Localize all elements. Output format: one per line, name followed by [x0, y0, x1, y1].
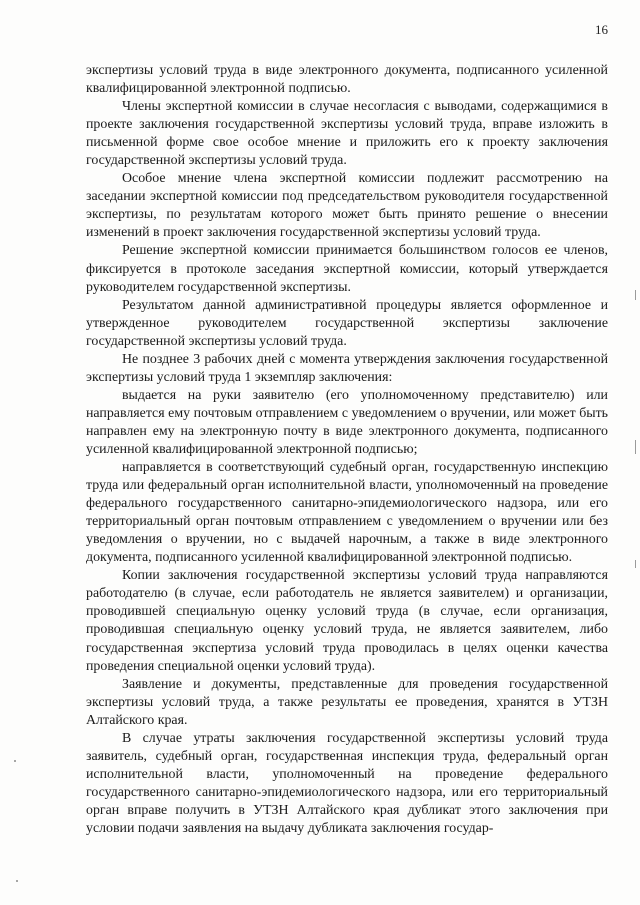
- paragraph-dissent: Члены экспертной комиссии в случае несогласия с выводами, содержащимися в проекте заключения государственной экспертизы условий труда, вправе изложить в письменной форме свое особое мнение и приложить его к проекту заключения государственной экспертизы условий труда.: [86, 99, 608, 169]
- paragraph-duplicate: В случае утраты заключения государственной экспертизы условий труда заявитель, судебный орган, государственная инспекция труда, федеральный орган исполнительной власти, уполномоченный на проведение федерального государственного санитарно-эпидемиологического надзора, или его территориальный орган вправе получить в УТЗН Алтайского края дубликат этого заключения при условии подачи заявления на выдачу дубликата заключения государ-: [86, 730, 608, 836]
- paragraph-storage: Заявление и документы, представленные для проведения государственной экспертизы условий труда, а также результаты ее проведения, хранятся в УТЗН Алтайского края.: [86, 676, 608, 728]
- page-number: 16: [595, 22, 608, 37]
- paragraph-commission-decision: Решение экспертной комиссии принимается большинством голосов ее членов, фиксируется в протоколе заседания экспертной комиссии, который утверждается руководителем государственной экспертизы.: [86, 243, 608, 295]
- scan-edge-mark: [635, 440, 636, 454]
- paragraph-issued-to-applicant: выдается на руки заявителю (его уполномоченному представителю) или направляется ему почтовым отправлением с уведомлением о вручении, или может быть направлен ему на электронную почту в виде электронного документа, подписанного усиленной квалифицированной электронной подписью;: [86, 387, 608, 457]
- scan-speck: [14, 760, 16, 762]
- document-body: [86, 62, 608, 838]
- paragraph-sent-to-authority: направляется в соответствующий судебный орган, государственную инспекцию труда или федеральный орган исполнительной власти, уполномоченный на проведение федерального государственного санитарно-эпидемиологического надзора, или его территориальный орган почтовым отправлением с уведомлением о вручении или без уведомления о вручении, но с выдачей нарочным, а также в виде электронного документа, подписанного усиленной квалифицированной электронной подписью.: [86, 460, 608, 566]
- scan-edge-mark: [635, 290, 636, 300]
- scan-speck: [16, 880, 18, 882]
- paragraph-special-opinion: Особое мнение члена экспертной комиссии подлежит рассмотрению на заседании экспертной комиссии под председательством руководителя государственной экспертизы, по результатам которого может быть принято решение о внесении изменений в проект заключения государственной экспертизы условий труда.: [86, 171, 608, 241]
- paragraph-continuation: экспертизы условий труда в виде электронного документа, подписанного усиленной квалифицированной электронной подписью.: [86, 63, 608, 97]
- paragraph-copies: Копии заключения государственной экспертизы условий труда направляются работодателю (в случае, если работодатель не является заявителем) и организации, проводившей специальную оценку условий труда (в случае, если организация, проводившая специальную оценку условий труда, не является заявителем, либо государственная экспертиза условий труда проводилась в целях оценки качества проведения специальной оценки условий труда).: [86, 568, 608, 674]
- paragraph-procedure-result: Результатом данной административной процедуры является оформленное и утвержденное руководителем государственной экспертизы заключение государственной экспертизы условий труда.: [86, 297, 608, 349]
- scan-edge-mark: [635, 560, 636, 568]
- paragraph-deadline: Не позднее 3 рабочих дней с момента утверждения заключения государственной экспертизы условий труда 1 экземпляр заключения:: [86, 351, 608, 385]
